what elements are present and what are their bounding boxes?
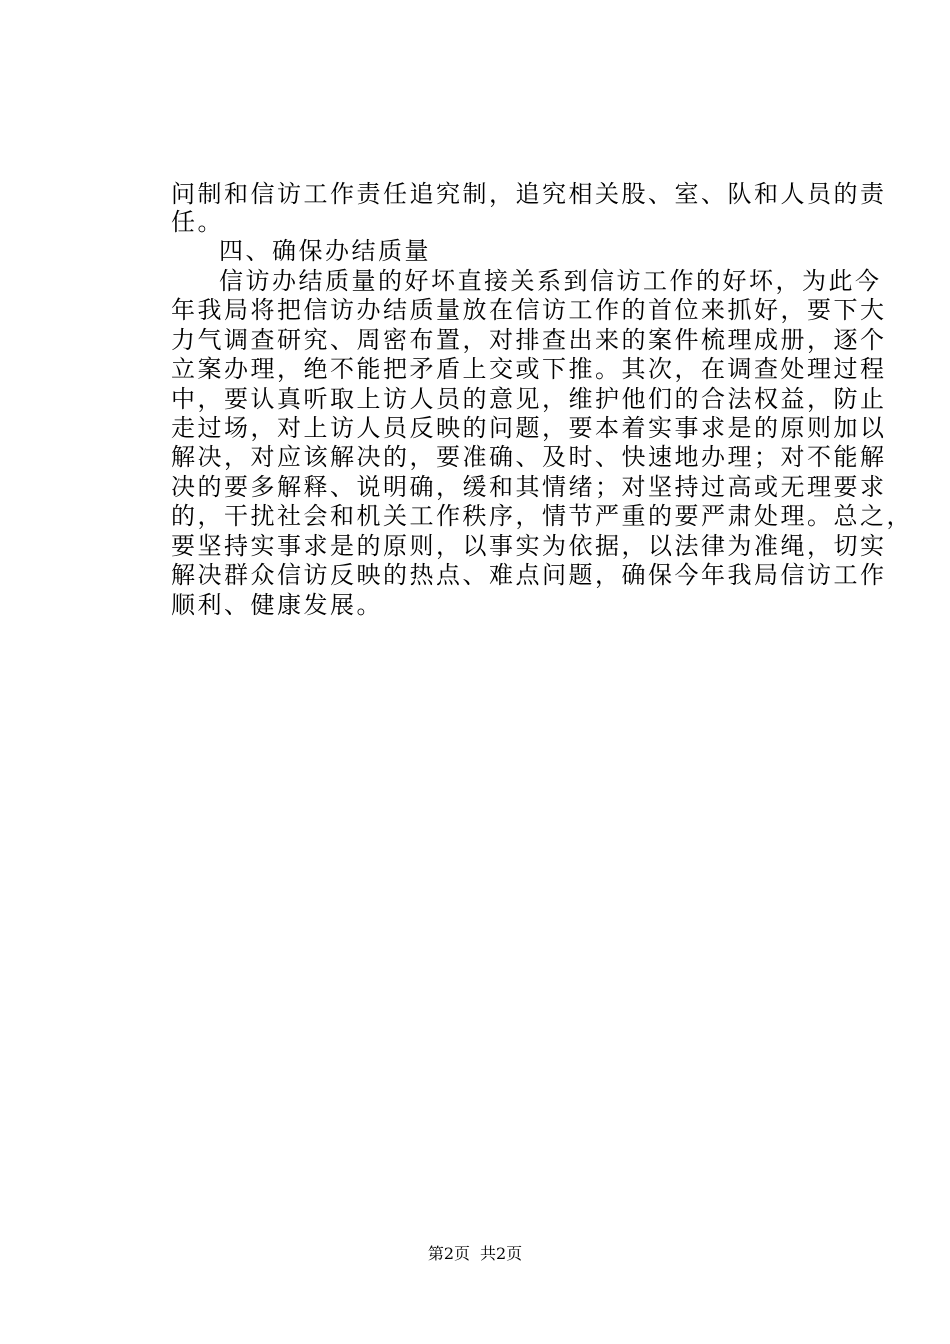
page-number: 第2页 — [427, 1244, 470, 1263]
body-text-line: 信访办结质量的好坏直接关系到信访工作的好坏，为此今 — [219, 267, 882, 295]
section-heading: 四、确保办结质量 — [219, 237, 431, 265]
body-text-line: 顺利、健康发展。 — [171, 591, 383, 619]
body-text-line: 解决群众信访反映的热点、难点问题，确保今年我局信访工作 — [171, 561, 887, 589]
body-text-line: 的，干扰社会和机关工作秩序，情节严重的要严肃处理。总之， — [171, 502, 913, 530]
page-total: 共2页 — [480, 1244, 523, 1263]
body-text-line: 要坚持实事求是的原则，以事实为依据，以法律为准绳，切实 — [171, 532, 887, 560]
body-text-line: 解决，对应该解决的，要准确、及时、快速地办理；对不能解 — [171, 443, 887, 471]
body-text-line: 力气调查研究、周密布置，对排查出来的案件梳理成册，逐个 — [171, 326, 887, 354]
body-text-line: 年我局将把信访办结质量放在信访工作的首位来抓好，要下大 — [171, 296, 887, 324]
body-text-line: 问制和信访工作责任追究制，追究相关股、室、队和人员的责 — [171, 180, 887, 208]
body-text-line: 任。 — [171, 208, 224, 236]
body-text-line: 中，要认真听取上访人员的意见，维护他们的合法权益，防止 — [171, 385, 887, 413]
body-text-line: 走过场，对上访人员反映的问题，要本着实事求是的原则加以 — [171, 414, 887, 442]
page-footer — [0, 1244, 950, 1264]
body-text-line: 决的要多解释、说明确，缓和其情绪；对坚持过高或无理要求 — [171, 473, 887, 501]
body-text-line: 立案办理，绝不能把矛盾上交或下推。其次，在调查处理过程 — [171, 355, 887, 383]
